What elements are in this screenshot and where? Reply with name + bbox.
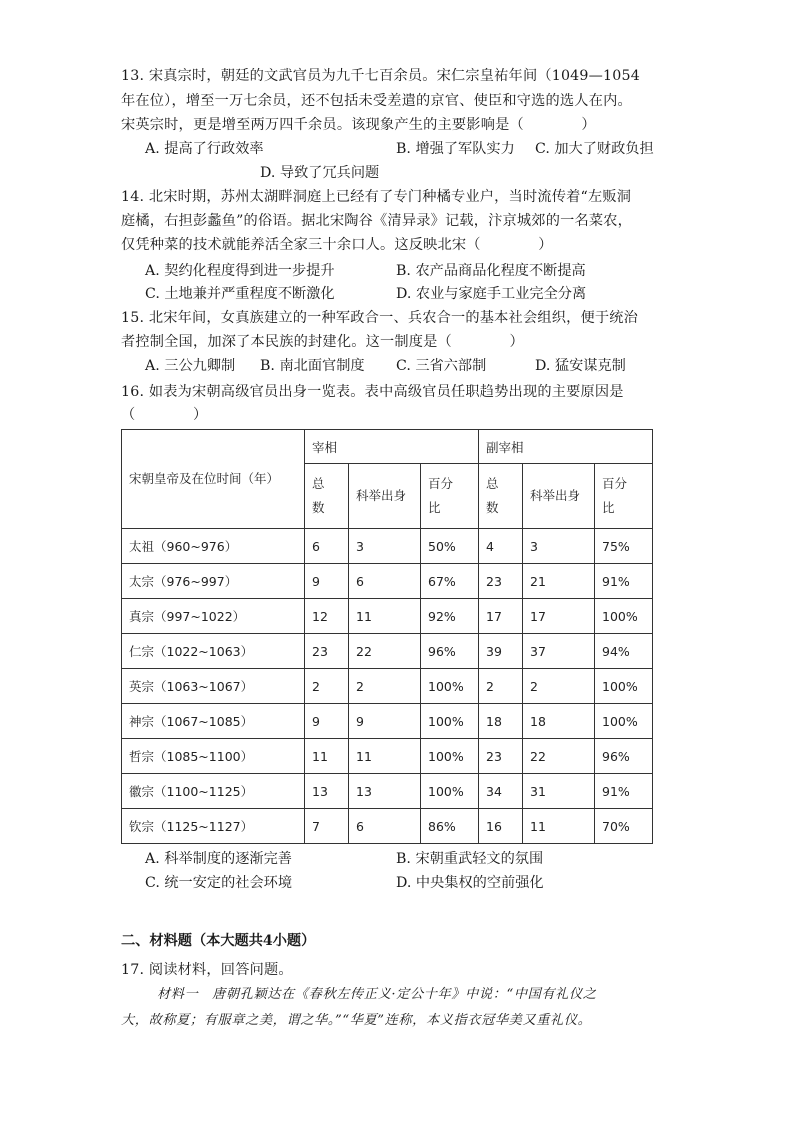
table-cell: 22	[523, 739, 595, 774]
subheader-pct-1	[421, 464, 479, 529]
q15-line-1: 15. 北宋年间，女真族建立的一种军政合一、兵农合一的基本社会组织，便于统治	[121, 310, 639, 326]
table-cell-emperor: 真宗（997~1022）	[122, 599, 305, 634]
table-row	[122, 669, 653, 704]
q15-option-a[interactable]: A. 三公九卿制	[145, 358, 236, 374]
table-cell: 9	[349, 704, 421, 739]
table-cell-emperor: 英宗（1063~1067）	[122, 669, 305, 704]
q15-option-d[interactable]: D. 猛安谋克制	[535, 358, 626, 374]
q13-line-3: 宋英宗时，更是增至两万四千余员。该现象产生的主要影响是（ ）	[121, 117, 596, 133]
q13-line-1: 13. 宋真宗时，朝廷的文武官员为九千七百余员。宋仁宗皇祐年间（1049—1054	[121, 68, 640, 84]
table-cell: 11	[305, 739, 349, 774]
subheader-pct-2-text: 百分比	[602, 476, 628, 515]
subheader-total-2-text: 总数	[486, 476, 499, 515]
table-cell: 11	[349, 739, 421, 774]
subheader-total-1	[305, 464, 349, 529]
q14-line-1: 14. 北宋时期，苏州太湖畔洞庭上已经有了专门种橘专业户，当时流传着“左贩洞	[121, 189, 632, 205]
table-cell: 16	[479, 809, 523, 844]
table-cell: 23	[305, 634, 349, 669]
q13-option-b[interactable]: B. 增强了军队实力	[396, 141, 515, 157]
table-cell-emperor: 神宗（1067~1085）	[122, 704, 305, 739]
table-row	[122, 704, 653, 739]
q16-line-1: 16. 如表为宋朝高级官员出身一览表。表中高级官员任职趋势出现的主要原因是	[121, 384, 624, 400]
table-cell: 3	[523, 529, 595, 564]
table-cell: 100%	[595, 599, 653, 634]
q14-option-c[interactable]: C. 土地兼并严重程度不断激化	[145, 286, 335, 302]
table-row	[122, 739, 653, 774]
table-cell-emperor: 太宗（976~997）	[122, 564, 305, 599]
table-cell-emperor: 徽宗（1100~1125）	[122, 774, 305, 809]
table-cell: 13	[349, 774, 421, 809]
table-cell: 34	[479, 774, 523, 809]
table-cell: 100%	[421, 739, 479, 774]
q17-material-line-1: 材料一 唐朝孔颖达在《春秋左传正义·定公十年》中说：“中国有礼仪之	[157, 987, 597, 1002]
table-cell: 6	[349, 564, 421, 599]
table-cell: 37	[523, 634, 595, 669]
table-cell: 11	[523, 809, 595, 844]
table-cell: 12	[305, 599, 349, 634]
table-cell: 17	[479, 599, 523, 634]
table-cell: 11	[349, 599, 421, 634]
subheader-pct-2	[595, 464, 653, 529]
table-cell: 9	[305, 564, 349, 599]
table-cell: 96%	[421, 634, 479, 669]
q13-option-d[interactable]: D. 导致了冗兵问题	[260, 165, 380, 181]
table-cell: 50%	[421, 529, 479, 564]
table-cell: 9	[305, 704, 349, 739]
table-header-chancellor: 宰相	[305, 430, 479, 464]
table-cell-emperor: 钦宗（1125~1127）	[122, 809, 305, 844]
q14-option-b[interactable]: B. 农产品商品化程度不断提高	[396, 263, 586, 279]
table-cell: 31	[523, 774, 595, 809]
subheader-total-1-text: 总数	[312, 476, 325, 515]
table-cell: 18	[479, 704, 523, 739]
table-cell: 7	[305, 809, 349, 844]
table-cell: 70%	[595, 809, 653, 844]
table-row	[122, 529, 653, 564]
subheader-exam-1	[349, 464, 421, 529]
q15-line-2: 者控制全国，加深了本民族的封建化。这一制度是（ ）	[121, 334, 524, 350]
q15-option-c[interactable]: C. 三省六部制	[396, 358, 487, 374]
table-cell: 91%	[595, 774, 653, 809]
table-cell: 13	[305, 774, 349, 809]
table-cell: 3	[349, 529, 421, 564]
q16-option-d[interactable]: D. 中央集权的空前强化	[396, 875, 544, 891]
q14-option-a[interactable]: A. 契约化程度得到进一步提升	[145, 263, 335, 279]
table-row	[122, 564, 653, 599]
table-cell: 91%	[595, 564, 653, 599]
table-row	[122, 634, 653, 669]
table-cell: 2	[523, 669, 595, 704]
table-body	[122, 529, 653, 844]
table-cell: 100%	[421, 774, 479, 809]
q16-option-b[interactable]: B. 宋朝重武轻文的氛围	[396, 851, 544, 867]
table-cell: 100%	[595, 704, 653, 739]
table-row	[122, 809, 653, 844]
officials-table	[121, 429, 653, 844]
table-cell: 2	[479, 669, 523, 704]
table-cell: 67%	[421, 564, 479, 599]
table-cell: 2	[349, 669, 421, 704]
q14-option-d[interactable]: D. 农业与家庭手工业完全分离	[396, 286, 587, 302]
table-cell: 39	[479, 634, 523, 669]
table-cell: 6	[305, 529, 349, 564]
subheader-exam-1-text: 科举出身	[356, 488, 407, 503]
q16-option-a[interactable]: A. 科举制度的逐渐完善	[145, 851, 292, 867]
q17-line: 17. 阅读材料，回答问题。	[121, 962, 293, 978]
table-cell: 21	[523, 564, 595, 599]
table-cell-emperor: 哲宗（1085~1100）	[122, 739, 305, 774]
table-cell: 23	[479, 564, 523, 599]
table-header-emperor	[122, 430, 305, 529]
section-2-title: 二、材料题（本大题共4小题）	[121, 933, 316, 949]
table-cell: 17	[523, 599, 595, 634]
q13-line-2: 年在位），增至一万七余员，还不包括未受差遣的京官、使臣和守选的选人在内。	[121, 93, 632, 109]
table-cell: 92%	[421, 599, 479, 634]
q16-line-2: （ ）	[121, 407, 208, 423]
table-cell-emperor: 仁宗（1022~1063）	[122, 634, 305, 669]
table-header-emperor-label: 宋朝皇帝及在位时间（年）	[129, 471, 280, 486]
table-cell: 96%	[595, 739, 653, 774]
table-cell: 100%	[421, 704, 479, 739]
table-row	[122, 774, 653, 809]
subheader-total-2	[479, 464, 523, 529]
q13-option-a[interactable]: A. 提高了行政效率	[145, 141, 264, 157]
subheader-exam-2-text: 科举出身	[530, 488, 581, 503]
table-cell: 86%	[421, 809, 479, 844]
q14-line-2: 庭橘，右担彭蠡鱼”的俗语。据北宋陶谷《清异录》记载，汴京城郊的一名菜农，	[121, 213, 633, 229]
table-cell: 18	[523, 704, 595, 739]
q17-material-line-2: 大，故称夏；有服章之美，谓之华。”“华夏”连称，本义指衣冠华美又重礼仪。	[121, 1013, 592, 1028]
table-header-vice-chancellor: 副宰相	[479, 430, 653, 464]
q14-line-3: 仅凭种菜的技术就能养活全家三十余口人。这反映北宋（ ）	[121, 237, 553, 253]
table-cell: 4	[479, 529, 523, 564]
subheader-pct-1-text: 百分比	[428, 476, 454, 515]
table-cell: 100%	[595, 669, 653, 704]
table-cell-emperor: 太祖（960~976）	[122, 529, 305, 564]
table-cell: 94%	[595, 634, 653, 669]
table-row	[122, 599, 653, 634]
table-cell: 100%	[421, 669, 479, 704]
table-cell: 6	[349, 809, 421, 844]
table-cell: 2	[305, 669, 349, 704]
table-cell: 75%	[595, 529, 653, 564]
q16-option-c[interactable]: C. 统一安定的社会环境	[145, 875, 293, 891]
q15-option-b[interactable]: B. 南北面官制度	[260, 358, 365, 374]
table-cell: 23	[479, 739, 523, 774]
table-cell: 22	[349, 634, 421, 669]
subheader-exam-2	[523, 464, 595, 529]
q13-option-c[interactable]: C. 加大了财政负担	[535, 141, 654, 157]
